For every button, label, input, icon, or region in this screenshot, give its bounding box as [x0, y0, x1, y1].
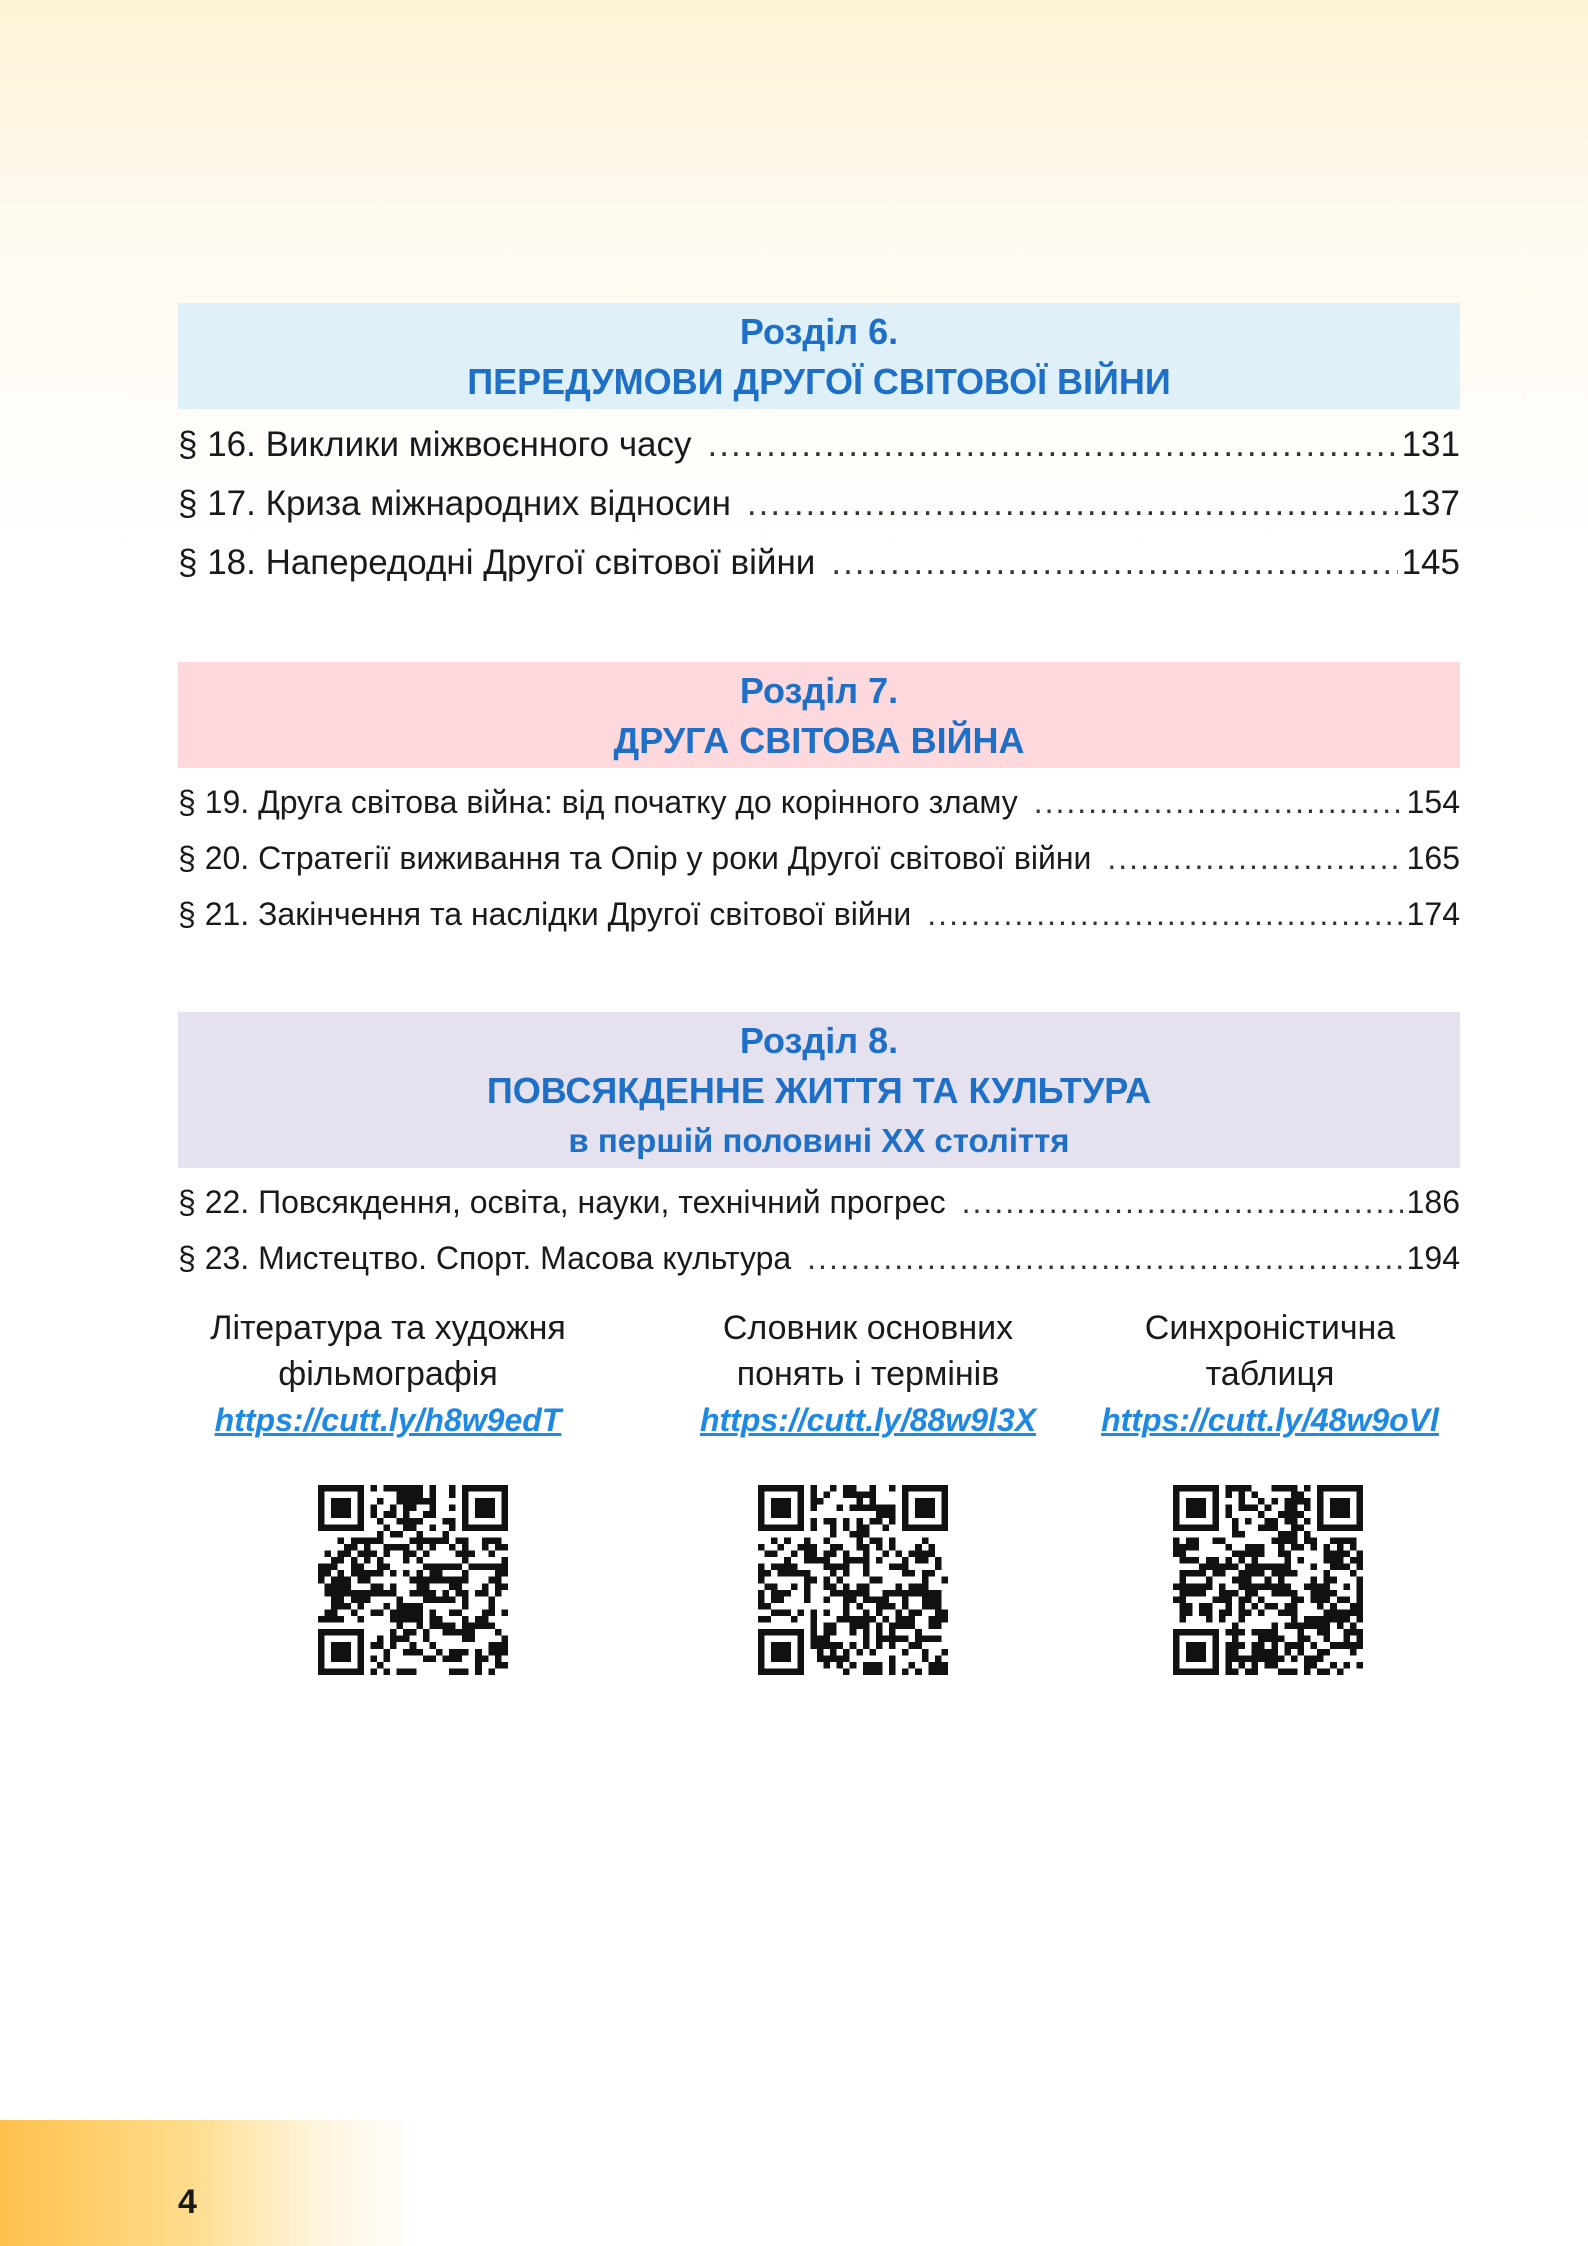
toc-entry-21[interactable]: [178, 886, 1460, 942]
toc-entry-17[interactable]: [178, 474, 1460, 533]
section-6-entries: [178, 415, 1460, 592]
section-6-label: Розділ 6.: [739, 311, 899, 352]
resource-link-literature[interactable]: https://cutt.ly/h8w9edT: [214, 1402, 562, 1438]
dot-leader: [831, 533, 1397, 592]
resource-title-line1: Синхроністична: [1144, 1309, 1396, 1347]
resource-literature: [178, 1305, 598, 1443]
dot-leader: [1107, 830, 1402, 886]
toc-entry-page: 186: [1406, 1184, 1460, 1220]
dot-leader: [747, 474, 1398, 533]
qr-code-icon[interactable]: [758, 1485, 948, 1675]
page-number: 4: [178, 2183, 197, 2221]
resource-title-line2: понять і термінів: [736, 1355, 1000, 1393]
resource-title-line1: Література та художня: [210, 1309, 566, 1347]
toc-entry-title: § 20. Стратегії виживання та Опір у роки Другої світової війни: [178, 840, 1092, 876]
section-7-label: Розділ 7.: [739, 670, 899, 711]
dot-leader: [962, 1174, 1403, 1230]
resources-section: [178, 1305, 1460, 1685]
toc-entry-title: § 17. Криза міжнародних відносин: [178, 484, 731, 523]
toc-entry-title: § 18. Напередодні Другої світової війни: [178, 543, 816, 582]
resource-synchronic-table: [1080, 1305, 1460, 1443]
section-7-entries: [178, 774, 1460, 942]
toc-entry-title: § 16. Виклики міжвоєнного часу: [178, 425, 692, 464]
qr-code-icon[interactable]: [318, 1485, 508, 1675]
toc-entry-title: § 23. Мистецтво. Спорт. Масова культура: [178, 1240, 792, 1276]
toc-entry-page: 194: [1406, 1240, 1460, 1276]
toc-entry-page: 131: [1401, 425, 1460, 464]
table-of-contents: [178, 303, 1460, 1286]
toc-entry-title: § 22. Повсякдення, освіта, науки, технічний прогрес: [178, 1184, 946, 1220]
toc-entry-23[interactable]: [178, 1230, 1460, 1286]
toc-entry-page: 154: [1406, 784, 1460, 820]
resource-link-glossary[interactable]: https://cutt.ly/88w9l3X: [699, 1402, 1037, 1438]
spacer: [178, 942, 1460, 1012]
section-7-header: [178, 662, 1460, 768]
section-7-title: ДРУГА СВІТОВА ВІЙНА: [613, 720, 1025, 761]
section-8-header: [178, 1012, 1460, 1168]
section-6-title: ПЕРЕДУМОВИ ДРУГОЇ СВІТОВОЇ ВІЙНИ: [467, 361, 1171, 402]
toc-entry-18[interactable]: [178, 533, 1460, 592]
dot-leader: [927, 886, 1402, 942]
toc-entry-16[interactable]: [178, 415, 1460, 474]
dot-leader: [708, 415, 1398, 474]
resource-link-synchronic-table[interactable]: https://cutt.ly/48w9oVl: [1101, 1402, 1439, 1438]
dot-leader: [1034, 774, 1403, 830]
section-8-subtitle: в першій половині ХХ століття: [568, 1122, 1070, 1159]
section-8-entries: [178, 1174, 1460, 1286]
toc-entry-page: 165: [1406, 840, 1460, 876]
toc-entry-page: 145: [1401, 543, 1460, 582]
resource-title-line1: Словник основних: [722, 1309, 1014, 1347]
section-6-header: [178, 303, 1460, 409]
toc-entry-title: § 21. Закінчення та наслідки Другої світової війни: [178, 896, 912, 932]
section-8-label: Розділ 8.: [739, 1020, 899, 1061]
resource-glossary: [658, 1305, 1078, 1443]
toc-entry-19[interactable]: [178, 774, 1460, 830]
spacer: [178, 592, 1460, 662]
toc-entry-22[interactable]: [178, 1174, 1460, 1230]
qr-code-icon[interactable]: [1173, 1485, 1363, 1675]
toc-entry-page: 174: [1406, 896, 1460, 932]
resource-title-line2: фільмографія: [278, 1355, 498, 1393]
section-8-title: ПОВСЯКДЕННЕ ЖИТТЯ ТА КУЛЬТУРА: [486, 1070, 1152, 1111]
dot-leader: [807, 1230, 1402, 1286]
toc-entry-20[interactable]: [178, 830, 1460, 886]
toc-entry-title: § 19. Друга світова війна: від початку до корінного зламу: [178, 784, 1018, 820]
bottom-corner-gradient: [0, 2120, 420, 2246]
resource-title-line2: таблиця: [1205, 1355, 1335, 1393]
toc-entry-page: 137: [1401, 484, 1460, 523]
